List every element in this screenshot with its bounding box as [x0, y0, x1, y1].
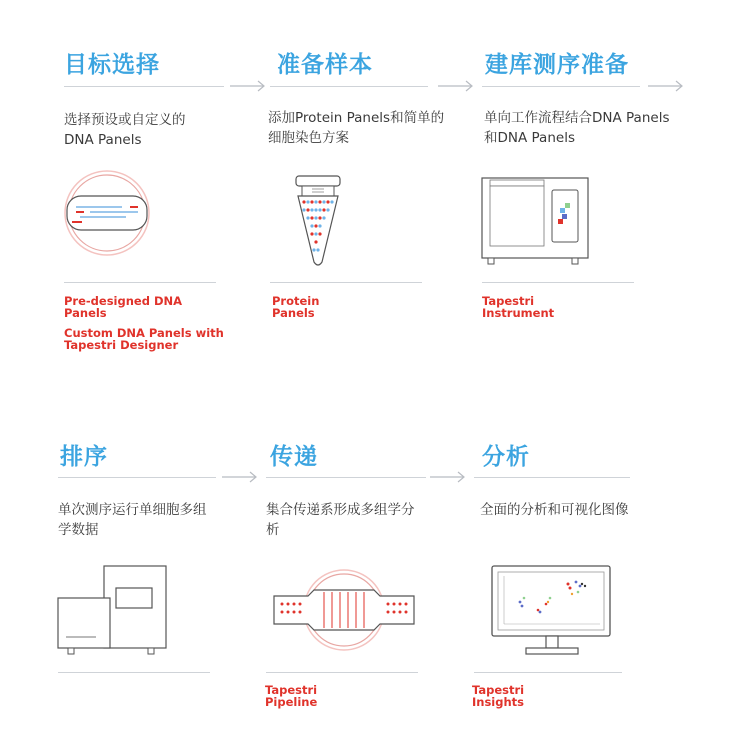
desc-line: 添加Protein Panels和简单的: [268, 110, 445, 126]
desc-line: DNA Panels: [64, 132, 142, 148]
divider: [58, 672, 210, 673]
sequencer-icon: [56, 564, 170, 658]
divider: [482, 86, 640, 87]
arrow-right-icon: [230, 80, 266, 92]
insights-monitor-icon: [490, 564, 614, 658]
link-protein-panels[interactable]: Protein Panels: [272, 294, 320, 320]
desc-line: 细胞染色方案: [268, 130, 349, 146]
divider: [64, 282, 216, 283]
link-pre-designed-dna-panels[interactable]: Pre-designed DNA Panels: [64, 294, 183, 320]
arrow-right-icon: [430, 471, 466, 483]
desc-line: 单向工作流程结合DNA Panels: [484, 110, 670, 126]
step-title: 排序: [60, 444, 108, 470]
step-description: [268, 108, 468, 148]
divider: [270, 282, 422, 283]
link-tapestri-pipeline[interactable]: Tapestri Pipeline: [265, 683, 318, 709]
desc-line: 选择预设或自定义的: [64, 112, 186, 128]
arrow-right-icon: [438, 80, 474, 92]
step-title: 分析: [482, 444, 530, 470]
tapestri-instrument-icon: [480, 176, 592, 270]
arrow-right-icon: [648, 80, 684, 92]
step-description: [480, 500, 680, 520]
divider: [474, 672, 622, 673]
divider: [474, 477, 630, 478]
desc-line: 和DNA Panels: [484, 130, 575, 146]
step-description: [484, 108, 694, 148]
desc-line: 集合传递系形成多组学分: [266, 502, 415, 518]
arrow-right-icon: [222, 471, 258, 483]
divider: [64, 86, 224, 87]
link-custom-dna-panels[interactable]: Custom DNA Panels with Tapestri Designer: [64, 326, 224, 352]
link-tapestri-instrument[interactable]: Tapestri Instrument: [482, 294, 555, 320]
divider: [266, 477, 426, 478]
step-title: 传递: [270, 444, 318, 470]
step-description: [64, 110, 254, 150]
step-title: 准备样本: [277, 52, 373, 78]
divider: [270, 86, 428, 87]
link-tapestri-insights[interactable]: Tapestri Insights: [472, 683, 525, 709]
divider: [266, 672, 418, 673]
desc-line: 析: [266, 522, 280, 538]
divider: [482, 282, 634, 283]
step-title: 建库测序准备: [485, 52, 629, 78]
sample-tube-icon: [292, 172, 344, 272]
pipeline-icon: [272, 566, 416, 654]
desc-line: 学数据: [58, 522, 99, 538]
divider: [58, 477, 216, 478]
desc-line: 全面的分析和可视化图像: [480, 502, 629, 518]
desc-line: 单次测序运行单细胞多组: [58, 502, 207, 518]
step-description: [58, 500, 238, 540]
step-description: [266, 500, 446, 540]
dna-panel-icon: [62, 168, 162, 268]
step-title: 目标选择: [64, 52, 160, 78]
